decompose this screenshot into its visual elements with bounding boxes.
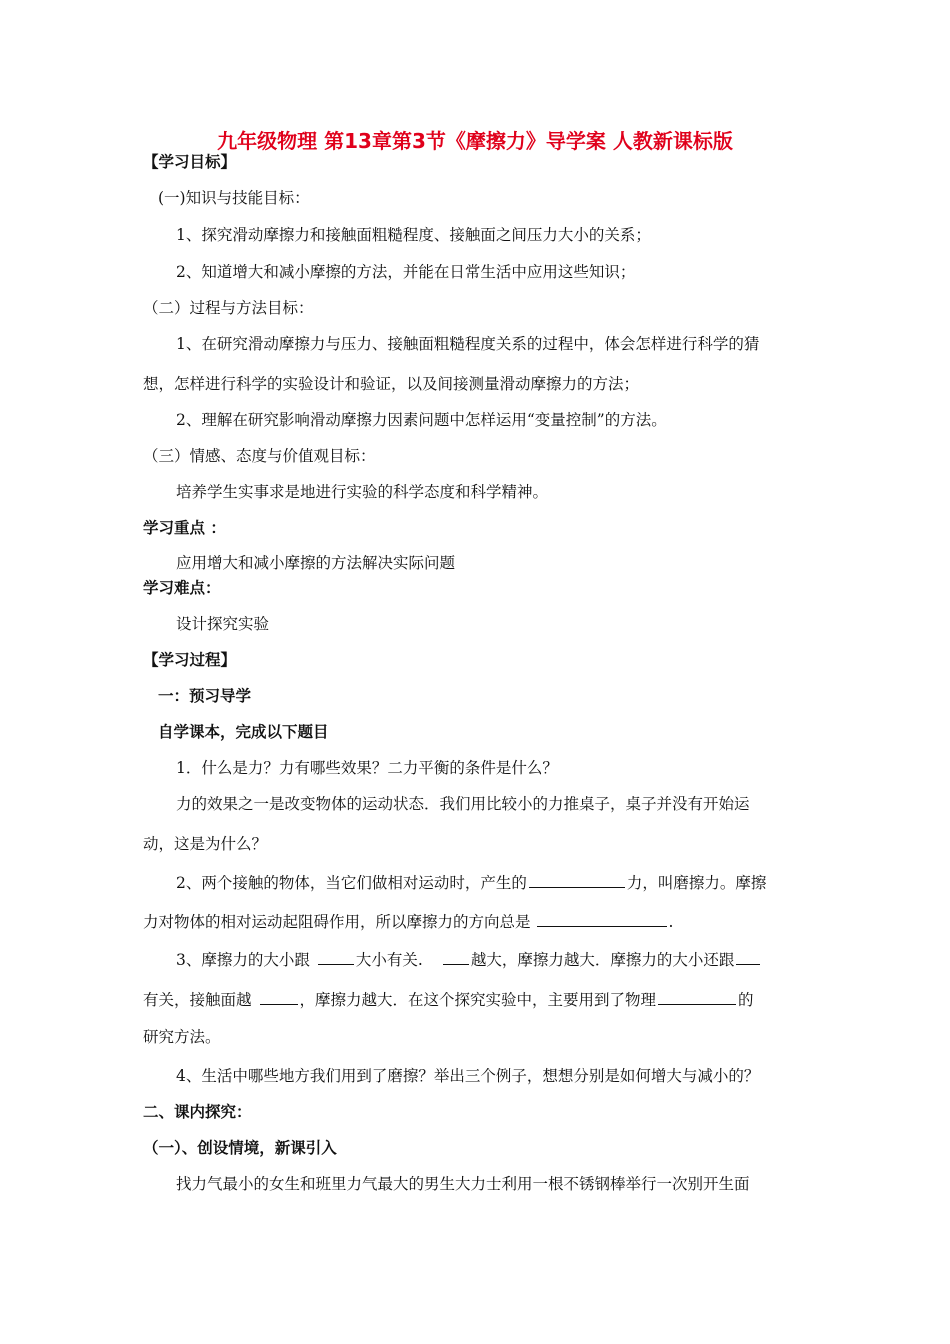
emotion-item-1: 培养学生实事求是地进行实验的科学态度和科学精神。	[176, 483, 549, 501]
answer-blank[interactable]	[318, 948, 354, 965]
question-3-line-c: 研究方法。	[143, 1028, 221, 1046]
difficulty-heading: 学习难点：	[143, 579, 221, 597]
process-heading: 【学习过程】	[143, 651, 237, 669]
question-3-part-4: 有关，接触面越	[143, 991, 252, 1009]
document-title: 九年级物理 第13章第3节《摩擦力》导学案 人教新课标版	[217, 129, 733, 153]
question-3-part-3: 越大，摩擦力越大．摩擦力的大小还跟	[470, 951, 735, 969]
answer-blank[interactable]	[658, 988, 736, 1005]
answer-blank[interactable]	[537, 910, 667, 927]
knowledge-item-1: 1、探究滑动摩擦力和接触面粗糙程度、接触面之间压力大小的关系；	[176, 226, 651, 244]
scenario-subheading: （一）、创设情境，新课引入	[143, 1139, 337, 1157]
answer-blank[interactable]	[736, 948, 760, 965]
process-item-2: 2、理解在研究影响滑动摩擦力因素问题中怎样运用“变量控制”的方法。	[176, 411, 667, 429]
process-item-1-line-b: 想，怎样进行科学的实验设计和验证，以及间接测量滑动摩擦力的方法；	[143, 375, 640, 393]
question-3-part-1: 3、摩擦力的大小跟	[176, 951, 310, 969]
question-1-text-a: 力的效果之一是改变物体的运动状态．我们用比较小的力推桌子，桌子并没有开始运	[176, 795, 750, 813]
question-2-line-b	[143, 910, 673, 932]
question-3-part-5: ，摩擦力越大．在这个探究实验中，主要用到了物理	[299, 991, 657, 1009]
part2-heading: 二、课内探究：	[143, 1103, 252, 1121]
difficulty-text: 设计探究实验	[176, 615, 270, 633]
focus-text: 应用增大和减小摩擦的方法解决实际问题	[176, 554, 456, 572]
question-3-part-6: 的	[738, 991, 754, 1009]
question-3-part-2: 大小有关.	[355, 951, 423, 969]
question-4: 4、生活中哪些地方我们用到了磨擦？举出三个例子，想想分别是如何增大与减小的？	[176, 1067, 760, 1085]
question-3-line-a	[176, 948, 762, 970]
question-1: 1．什么是力？力有哪些效果？二力平衡的条件是什么？	[176, 759, 558, 777]
answer-blank[interactable]	[443, 948, 469, 965]
question-1-text-b: 动，这是为什么？	[143, 835, 268, 853]
knowledge-item-2: 2、知道增大和减小摩擦的方法，并能在日常生活中应用这些知识；	[176, 263, 636, 281]
focus-heading: 学习重点 ：	[143, 519, 226, 537]
answer-blank[interactable]	[260, 988, 298, 1005]
question-2-part-1: 2、两个接触的物体，当它们做相对运动时，产生的	[176, 874, 527, 892]
emotion-subheading: （三）情感、态度与价值观目标：	[143, 447, 376, 465]
answer-blank[interactable]	[529, 871, 625, 888]
process-item-1-line-a: 1、在研究滑动摩擦力与压力、接触面粗糙程度关系的过程中，体会怎样进行科学的猜	[176, 335, 760, 353]
scenario-text: 找力气最小的女生和班里力气最大的男生大力士利用一根不锈钢棒举行一次别开生面	[176, 1175, 750, 1193]
question-3-line-b	[143, 988, 754, 1010]
question-2-line-a	[176, 871, 766, 893]
question-2-part-3: 力对物体的相对运动起阻碍作用，所以摩擦力的方向总是	[143, 913, 531, 931]
objectives-heading: 【学习目标】	[143, 153, 237, 171]
question-2-part-2: 力，叫磨擦力。摩擦	[626, 874, 767, 892]
part1-heading: 一：预习导学	[158, 687, 252, 705]
process-method-subheading: （二）过程与方法目标：	[143, 299, 314, 317]
self-study-instruction: 自学课本，完成以下题目	[158, 723, 329, 741]
question-2-part-4: .	[668, 913, 674, 931]
knowledge-skill-subheading: (一)知识与技能目标：	[158, 189, 310, 207]
